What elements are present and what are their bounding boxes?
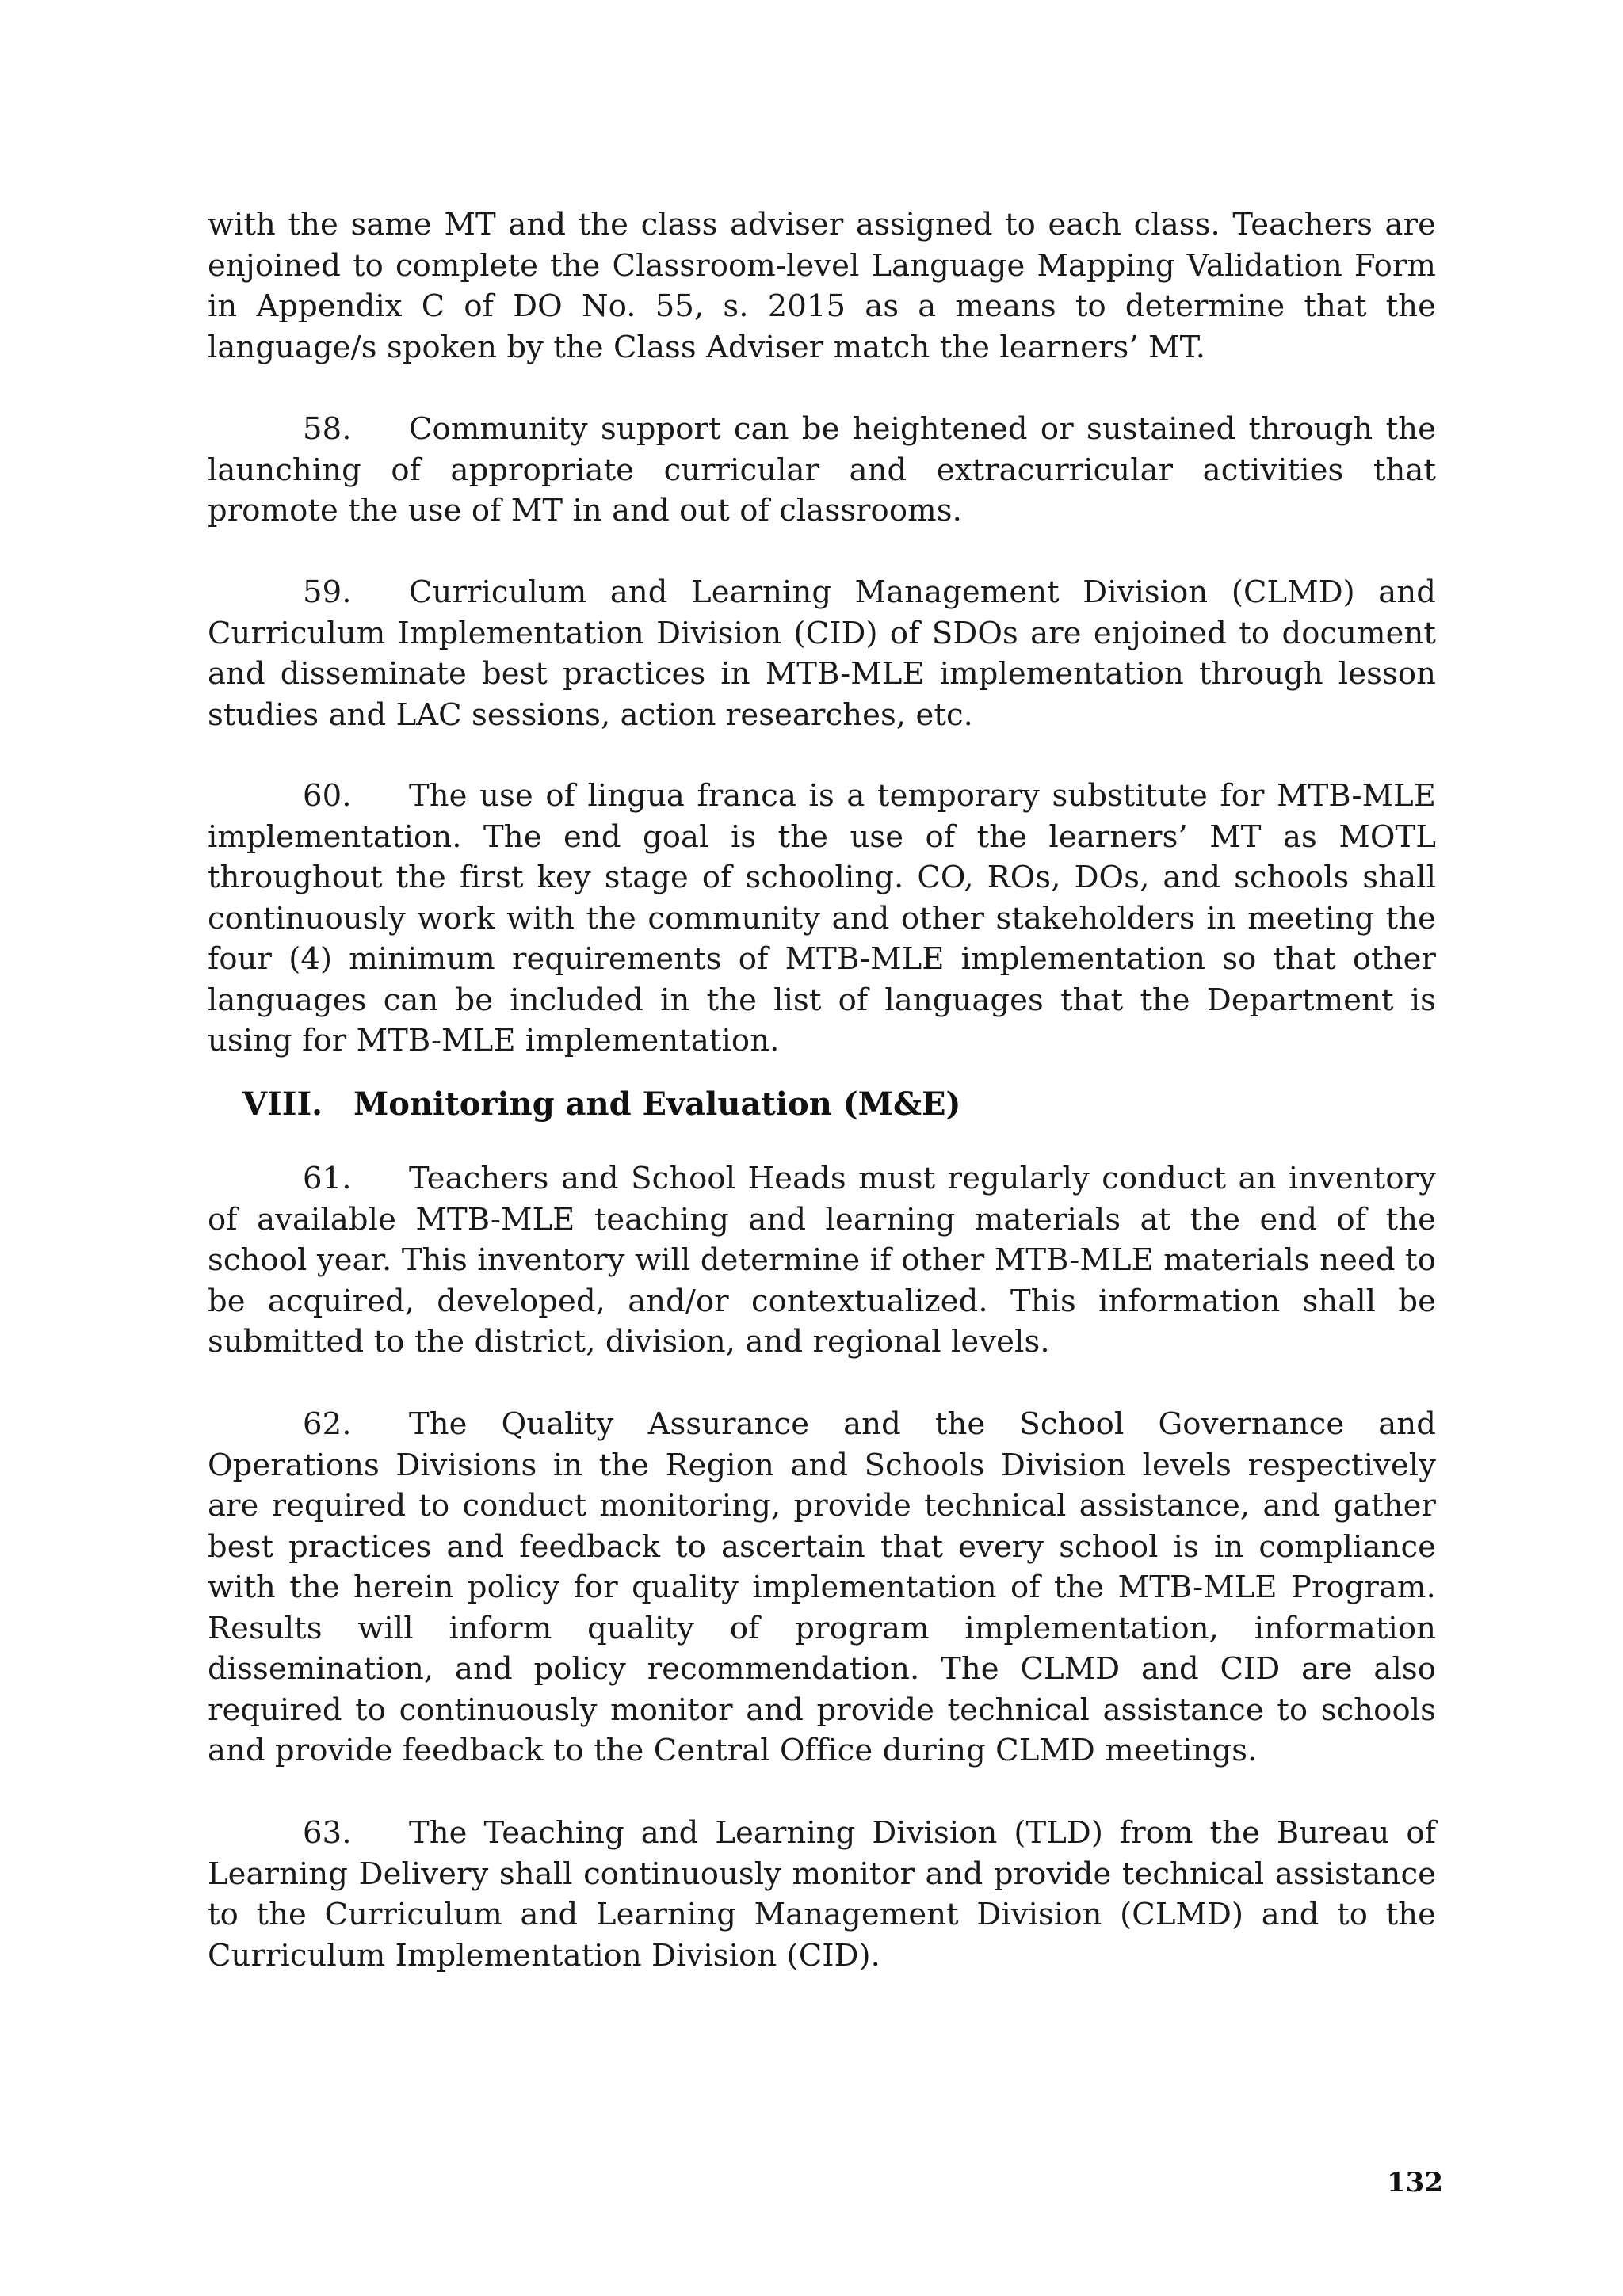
paragraph-61 xyxy=(208,1158,1436,1363)
paragraph-text: The Quality Assurance and the School Governance and Operations Divisions in the Region and Schools Division levels respectively are required to conduct monitoring, provide technical assistance, and gather best practices and feedback to ascertain that every school is in compliance with the herein policy for quality implementation of the MTB-MLE Program. Results will inform quality of program implementation, information dissemination, and policy recommendation. The CLMD and CID are also required to continuously monitor and provide technical assistance to schools and provide feedback to the Central Office during CLMD meetings. xyxy=(208,1406,1436,1768)
page-number: 132 xyxy=(1387,2167,1443,2199)
section-title: Monitoring and Evaluation (M&E) xyxy=(353,1085,961,1123)
paragraph-number: 59. xyxy=(303,574,352,610)
paragraph-58 xyxy=(208,409,1436,532)
paragraph-text: The use of lingua franca is a temporary substitute for MTB-MLE implementation. The end goal is the use of the learners’ MT as MOTL throughout the first key stage of schooling. CO, ROs, DOs, and schools shall continuously work with the community and other stakeholders in meeting the four (4) minimum requirements of MTB-MLE implementation so that other languages can be included in the list of languages that the Department is using for MTB-MLE implementation. xyxy=(208,778,1436,1058)
section-numeral: VIII. xyxy=(242,1085,323,1123)
paragraph-text: Community support can be heightened or sustained through the launching of appropriate curricular and extracurricular activities that promote the use of MT in and out of classrooms. xyxy=(208,411,1436,528)
paragraph-59 xyxy=(208,572,1436,735)
paragraph-62 xyxy=(208,1404,1436,1772)
paragraph-number: 63. xyxy=(303,1815,352,1851)
paragraph-number: 61. xyxy=(303,1161,352,1196)
paragraph-text: Curriculum and Learning Management Division (CLMD) and Curriculum Implementation Division (CID) of SDOs are enjoined to document and disseminate best practices in MTB-MLE implementation through lesson studies and LAC sessions, action researches, etc. xyxy=(208,574,1436,733)
continuation-paragraph xyxy=(208,204,1436,368)
paragraph-text: The Teaching and Learning Division (TLD) from the Bureau of Learning Delivery shall continuously monitor and provide technical assistance to the Curriculum and Learning Management Division (CLMD) and to the Curriculum Implementation Division (CID). xyxy=(208,1815,1436,1974)
paragraph-60 xyxy=(208,776,1436,1062)
section-heading xyxy=(242,1084,960,1125)
paragraph-text: Teachers and School Heads must regularly conduct an inventory of available MTB-MLE teaching and learning materials at the end of the school year. This inventory will determine if other MTB-MLE materials need to be acquired, developed, and/or contextualized. This information shall be submitted to the district, division, and regional levels. xyxy=(208,1161,1436,1360)
paragraph-number: 62. xyxy=(303,1406,352,1442)
continuation-text: with the same MT and the class adviser assigned to each class. Teachers are enjoined to complete the Classroom-level Language Mapping Validation Form in Appendix C of DO No. 55, s. 2015 as a means to determine that the language/s spoken by the Class Adviser match the learners’ MT. xyxy=(208,207,1436,365)
paragraph-number: 60. xyxy=(303,778,352,814)
paragraph-number: 58. xyxy=(303,411,352,447)
paragraph-63 xyxy=(208,1813,1436,1976)
